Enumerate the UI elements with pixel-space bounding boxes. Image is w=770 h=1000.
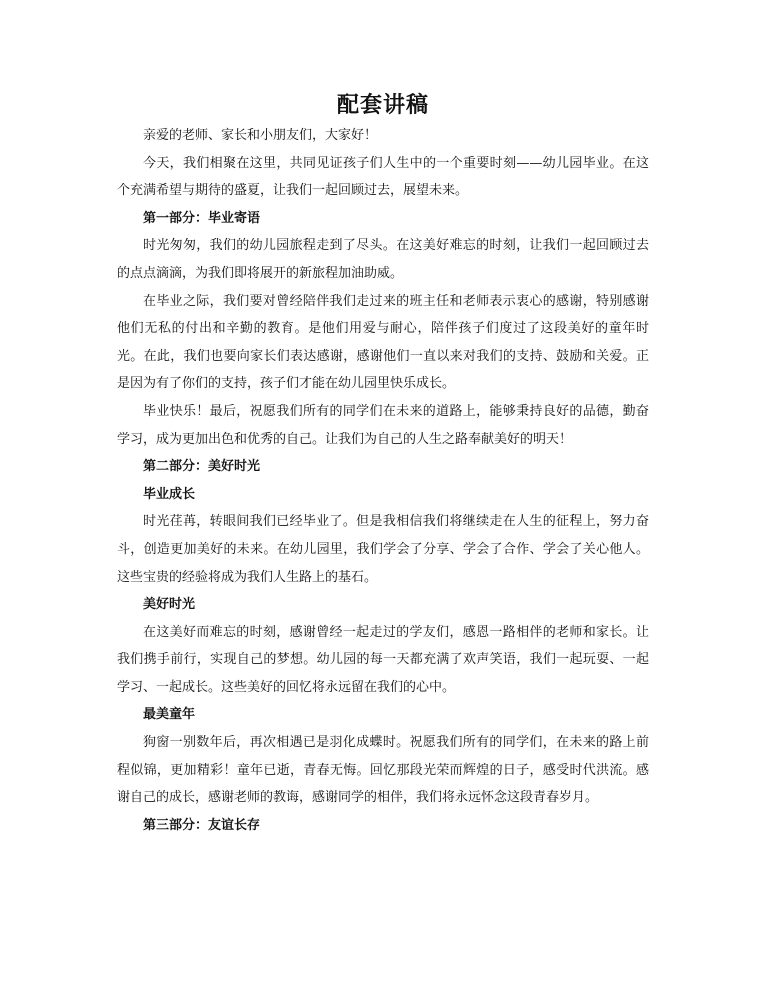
document-title: 配套讲稿 [336, 92, 429, 118]
document-page [117, 88, 649, 839]
body-paragraph: 狗窗一别数年后，再次相遇已是羽化成蝶时。祝愿我们所有的同学们，在未来的路上前程似锦，更加精彩！童年已逝，青春无悔。回忆那段光荣而辉煌的日子，感受时代洪流。感谢自己的成长，感谢老师的教诲，感谢同学的相伴，我们将永远怀念这段青春岁月。 [117, 735, 649, 806]
body-paragraph: 时光荏苒，转眼间我们已经毕业了。但是我相信我们将继续走在人生的征程上，努力奋斗，创造更加美好的未来。在幼儿园里，我们学会了分享、学会了合作、学会了关心他人。这些宝贵的经验将成为我们人生路上的基石。 [117, 514, 649, 585]
intro-paragraph: 今天，我们相聚在这里，共同见证孩子们人生中的一个重要时刻——幼儿园毕业。在这个充满希望与期待的盛夏，让我们一起回顾过去，展望未来。 [117, 155, 649, 199]
greeting-paragraph: 亲爱的老师、家长和小朋友们，大家好！ [143, 128, 378, 143]
subsection-heading-graduation-growth: 毕业成长 [143, 486, 196, 502]
body-paragraph: 在毕业之际，我们要对曾经陪伴我们走过来的班主任和老师表示衷心的感谢，特别感谢他们无私的付出和辛勤的教育。是他们用爱与耐心，陪伴孩子们度过了这段美好的童年时光。在此，我们也要向家长们表达感谢，感谢他们一直以来对我们的支持、鼓励和关爱。正是因为有了你们的支持，孩子们才能在幼儿园里快乐成长。 [117, 293, 649, 392]
section-heading-part-one: 第一部分：毕业寄语 [143, 210, 261, 226]
subsection-heading-best-childhood: 最美童年 [143, 707, 196, 723]
section-heading-part-two: 第二部分：美好时光 [143, 459, 261, 475]
section-heading-part-three: 第三部分：友谊长存 [143, 817, 261, 833]
body-paragraph: 毕业快乐！最后，祝愿我们所有的同学们在未来的道路上，能够秉持良好的品德，勤奋学习，成为更加出色和优秀的自己。让我们为自己的人生之路奉献美好的明天！ [117, 403, 649, 447]
body-paragraph: 时光匆匆，我们的幼儿园旅程走到了尽头。在这美好难忘的时刻，让我们一起回顾过去的点点滴滴，为我们即将展开的新旅程加油助威。 [117, 238, 649, 281]
subsection-heading-good-times: 美好时光 [143, 597, 196, 613]
body-paragraph: 在这美好而难忘的时刻，感谢曾经一起走过的学友们，感恩一路相伴的老师和家长。让我们携手前行，实现自己的梦想。幼儿园的每一天都充满了欢声笑语，我们一起玩耍、一起学习、一起成长。这些美好的回忆将永远留在我们的心中。 [117, 624, 649, 695]
